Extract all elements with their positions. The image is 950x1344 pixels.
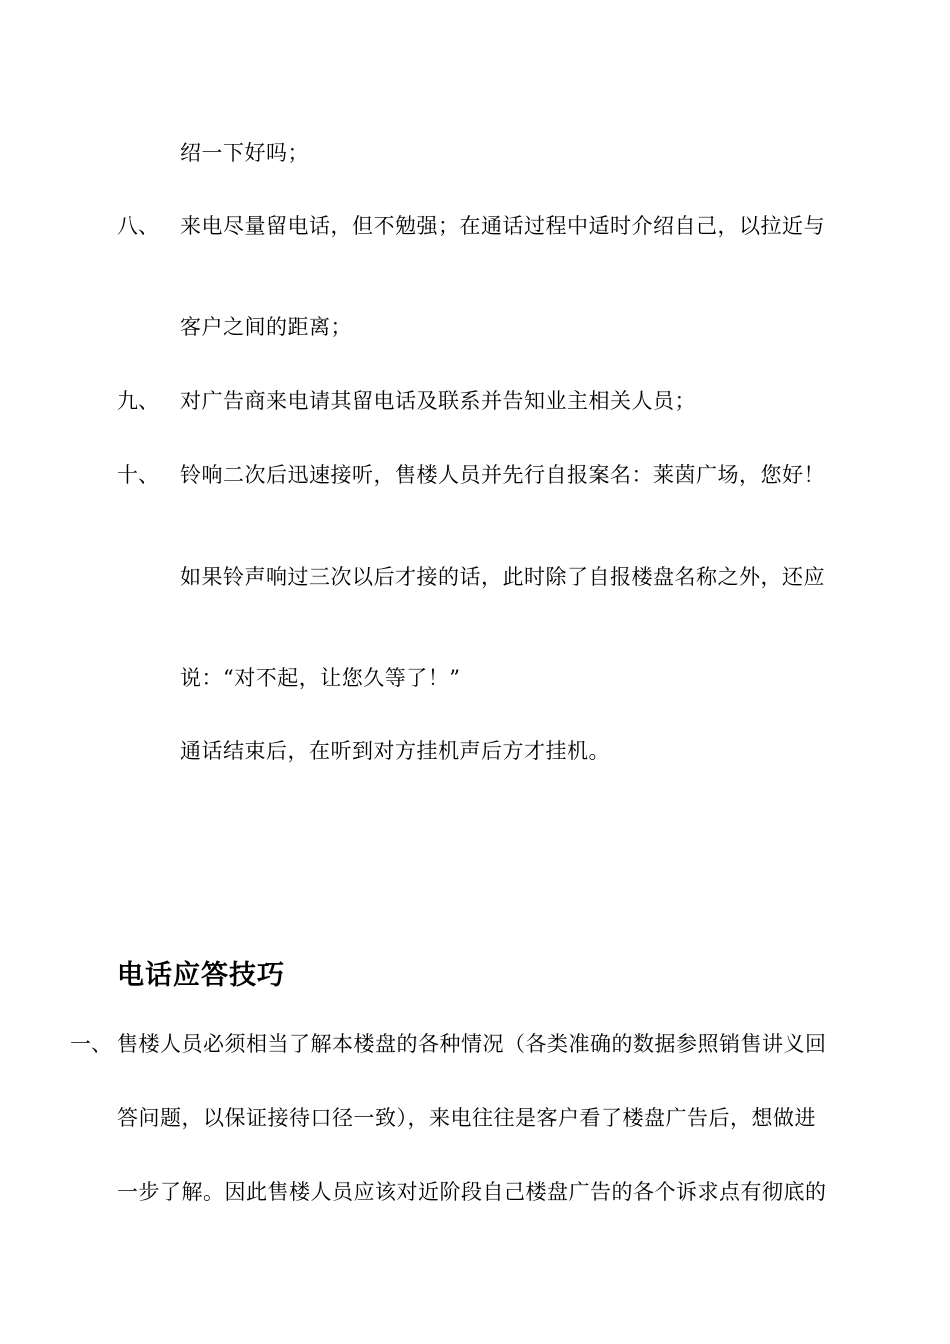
text-line: 售楼人员必须相当了解本楼盘的各种情况（各类准确的数据参照销售讲义回: [117, 1032, 827, 1056]
text-line: 绍一下好吗；: [180, 141, 309, 165]
text-line: 说：“对不起，让您久等了！”: [180, 666, 461, 690]
text-line: 铃响二次后迅速接听，售楼人员并先行自报案名：莱茵广场，您好！: [180, 463, 825, 487]
item-number: 十、: [117, 463, 159, 487]
item-number: 一、: [70, 1032, 112, 1056]
text-line: 来电尽量留电话，但不勉强；在通话过程中适时介绍自己，以拉近与: [180, 214, 825, 238]
section-heading: 电话应答技巧: [117, 960, 285, 991]
text-line: 通话结束后，在听到对方挂机声后方才挂机。: [180, 739, 610, 763]
text-line: 对广告商来电请其留电话及联系并告知业主相关人员；: [180, 389, 696, 413]
text-line: 一步了解。因此售楼人员应该对近阶段自己楼盘广告的各个诉求点有彻底的: [117, 1180, 827, 1204]
text-line: 如果铃声响过三次以后才接的话，此时除了自报楼盘名称之外，还应: [180, 565, 825, 589]
text-line: 答问题，以保证接待口径一致），来电往往是客户看了楼盘广告后，想做进: [117, 1106, 816, 1130]
item-number: 九、: [117, 389, 159, 413]
item-number: 八、: [117, 214, 159, 238]
text-line: 客户之间的距离；: [180, 315, 352, 339]
